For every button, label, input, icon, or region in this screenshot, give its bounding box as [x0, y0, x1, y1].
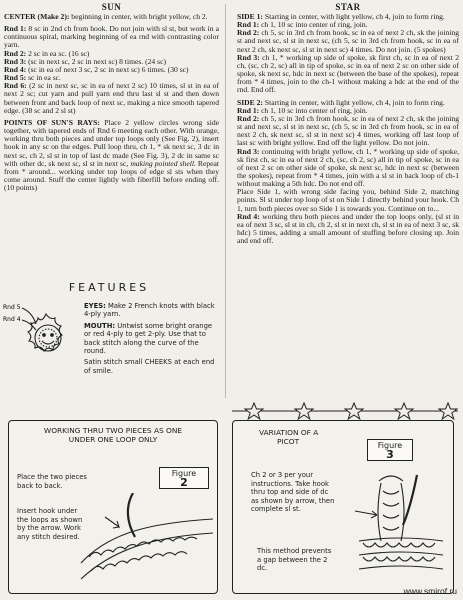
rnd-text: ch 1, * working up side of spoke, sk first ch, sc in ea of next 2 ch, (sc, ch 2, sc) all in tip of spoke, sc in ea of next 2 sc on other side of spoke, sk next sc, hdc in next sc (between the base of the spokes), repeat from * 4 times, join to the ch-1 without making a hdc at the end of the rnd. End off. — [237, 52, 459, 95]
mouth-label: MOUTH: — [84, 321, 116, 330]
sun-points-text1: Place 2 yellow circles wrong side together, with tapered ends of Rnd 6 meeting each other. With orange, working thru both pieces and under top loops only (See Fig. 2), insert hook in any sc on the edges. Pull loop thru, ch 1, * sk next sc, 3 dc in next sc, ch 2, sl st in top of last dc made (See Fig. 3), 2 dc in same sc with other dc, sk next sc, sl st in next sc, — [4, 117, 219, 168]
rnd-label: Rnd 2: — [237, 113, 260, 123]
rnd-label: Rnd 2: — [237, 28, 260, 38]
star-s1-rnd-3 — [237, 54, 459, 95]
star-column — [237, 0, 459, 249]
rnd-label: Rnd 3: — [237, 52, 260, 62]
rnd-text: ch 5, sc in 3rd ch from hook, sc in ea of next 2 ch, sk the joining st and next sc, sl st in next sc, (ch 5, sc in 3rd ch from hook, sc in ea of next 2 ch, sk next sc, sl st in next sc) 4 times, working off last loop of last sc with bright yellow. End off the light yellow. Do not join. — [237, 113, 459, 148]
sun-face-diagram — [2, 300, 86, 400]
picot-illustration — [345, 471, 449, 589]
rnd-text: ch 1, 10 sc into center of ring, join. — [261, 20, 368, 30]
figure-label-text: Figure — [171, 469, 197, 478]
sun-center-text: beginning in center, with bright yellow, ch 2. — [71, 12, 208, 21]
rnd-label: Rnd 5: — [4, 73, 27, 83]
figure-3-title-line1: VARIATION OF A — [259, 428, 319, 437]
figure-3-box — [232, 420, 454, 594]
figure-3-text1: Ch 2 or 3 per your instructions. Take hook thru top and side of dc as shown by arrow, then complete sl st. — [251, 471, 335, 514]
rnd-text: (sc in ea of next 3 sc, 2 sc in next sc) 6 times. (30 sc) — [28, 64, 189, 74]
star-divider-row — [230, 402, 460, 420]
crochet-hook-icon — [403, 475, 417, 525]
star-icon — [345, 403, 363, 419]
eyes-label: EYES: — [84, 302, 106, 310]
star-s1-rnd-2 — [237, 29, 459, 53]
rnd-text: sc in ea sc. — [28, 73, 61, 83]
column-divider — [225, 4, 226, 398]
sun-heading: SUN — [101, 2, 122, 12]
diagram-label-rnd4: Rnd 4 — [3, 316, 21, 323]
rnd-label: Rnd 1: — [4, 24, 27, 34]
figure-2-label — [159, 467, 209, 489]
rnd-text: ch 1, 10 sc into center of ring, join. — [261, 105, 368, 115]
star-icon — [439, 403, 457, 419]
sun-rounds — [4, 25, 219, 115]
watermark: www.smirof.ru — [403, 586, 457, 596]
star-side2 — [237, 99, 459, 246]
rnd-label: Rnd 4: — [237, 211, 260, 221]
figure-label-text: Figure — [377, 441, 403, 450]
sun-center-para — [4, 13, 219, 21]
star-icon — [245, 403, 263, 419]
rnd-text: working thru both pieces and under the top loops only, (sl st in ea of next 3 sc, sl st in ch, ch 2, sl st in next ch, sl st in ea of next 3 sc, sk hdc) 5 times, adding a small amount of stuffing before closing up. Join and end off. — [237, 211, 459, 246]
mouth-text: Untwist some bright orange or red 4-ply to get 2-ply. Use that to back stitch along the curve of the round. — [84, 321, 213, 356]
sun-points-para — [4, 119, 219, 192]
mouth-note — [84, 322, 216, 356]
star-side2-text: Starting in center, with light yellow, ch 4, join to form ring. — [264, 97, 445, 107]
sun-outline-icon — [28, 314, 62, 351]
cheeks-note: Satin stitch small CHEEKS at each end of smile. — [84, 358, 215, 375]
figure-2-box — [8, 420, 218, 594]
rnd-label: Rnd 3: — [4, 56, 27, 66]
figure-2-text1: Place the two pieces back to back. — [17, 473, 87, 490]
rnd-text: 2 sc in ea sc. (16 sc) — [28, 48, 90, 58]
rnd-label: Rnd 1: — [237, 105, 260, 115]
figure-2-title — [9, 427, 217, 444]
sun-center-label: CENTER (Make 2): — [4, 12, 70, 21]
figure-number: 2 — [180, 476, 188, 489]
crochet-edge-illustration — [79, 493, 215, 591]
star-icon — [395, 403, 413, 419]
star-side1-label: SIDE 1: — [237, 12, 263, 21]
figure-number: 3 — [386, 448, 394, 461]
star-s2-rnd-4 — [237, 213, 459, 246]
crochet-hook-icon — [128, 493, 135, 537]
figure-2-title-line2: UNDER ONE LOOP ONLY — [68, 434, 158, 444]
rnd-text: 8 sc in 2nd ch from hook. Do not join with sl st, but work in a continuous spiral, marking beginning of ea rnd with contrasting color yarn. — [4, 24, 219, 50]
picot-loop-icon — [379, 476, 403, 481]
rnd-text: (2 sc in next sc, sc in ea of next 2 sc) 10 times, sl st in ea of next 2 sc; cut yarn and pull yarn end thru last sl st and then down between front and back loop of next sc, making a nice smooth tapered edge. (38 sc and 2 sl st) — [4, 81, 220, 115]
eyes-note — [84, 302, 216, 319]
rnd-label: Rnd 6: — [4, 81, 27, 91]
features-notes — [84, 302, 216, 378]
figure-2-text2: Insert hook under the loops as shown by the arrow. Work any stitch desired. — [17, 507, 83, 541]
rnd-text: continuing with bright yellow, ch 1, * working up side of spoke, sk first ch, sc in ea of next 2 ch, (sc, ch 2, sc) all in tip of spoke, sc in ea of next 2 sc on other side of spoke, sk next sc, hdc in next sc (between the spokes), repeat from * 4 times, join with a sl st in back loop of ch-1 without making a 5th hdc. Do not end off. — [237, 146, 460, 189]
sun-points-italic: making pointed shell. — [130, 158, 196, 168]
star-side1-text: Starting in center, with light yellow, ch 4, join to form ring. — [264, 12, 445, 21]
figure-3-text2: This method prevents a gap between the 2 dc. — [257, 547, 332, 573]
sun-points-label: POINTS OF SUN'S RAYS: — [4, 117, 100, 127]
star-s2-rnd-3 — [237, 148, 459, 189]
figure-3-title-line2: PICOT — [277, 436, 300, 446]
star-s2-place: Place Side 1, with wrong side facing you, behind Side 2, matching points. Sl st under top loop of st on Side 1 directly behind your hook. Ch 1, turn both pieces over so Side 1 is towards you. Continue on to... — [237, 187, 459, 213]
rnd-label: Rnd 2: — [4, 48, 27, 58]
sun-rnd-1 — [4, 25, 219, 49]
rnd-label: Rnd 3: — [237, 146, 260, 156]
rnd-text: ch 5, sc in 3rd ch from hook, sc in ea of next 2 ch, sk the joining st and next sc, sl st in next sc, (ch 5, sc in 3rd ch from hook, sc in ea of next 2 ch, sk next sc, sl st in next sc) 4 times. Do not join. (5 spokes) — [237, 28, 459, 54]
star-side1 — [237, 13, 459, 95]
star-heading: STAR — [335, 2, 361, 12]
figure-3-title — [259, 429, 349, 446]
star-icon — [295, 403, 313, 419]
rnd-text: (sc in next sc, 2 sc in next sc) 8 times. (24 sc) — [28, 56, 166, 66]
eyes-text: Make 2 French knots with black 4-ply yarn. — [84, 302, 215, 319]
diagram-label-rnd5: Rnd 5 — [3, 304, 21, 311]
rnd-label: Rnd 1: — [237, 20, 260, 30]
rnd-label: Rnd 4: — [4, 64, 27, 74]
features-title: FEATURES — [68, 281, 150, 294]
figure-3-label — [367, 439, 413, 461]
arrow-icon — [105, 517, 119, 528]
star-s2-rnd-2 — [237, 115, 459, 148]
sun-rnd-6 — [4, 82, 219, 115]
arrow-icon — [355, 511, 377, 518]
sun-column — [4, 0, 219, 196]
figure-2-title-line1: WORKING THRU TWO PIECES AS ONE — [43, 426, 183, 435]
sun-points-text2: Repeat from * around... working under top loops of edge sl sts when they come around. Stuff the center lightly with fiberfill before ending off. (10 points) — [4, 158, 220, 193]
star-side2-label: SIDE 2: — [237, 97, 263, 107]
